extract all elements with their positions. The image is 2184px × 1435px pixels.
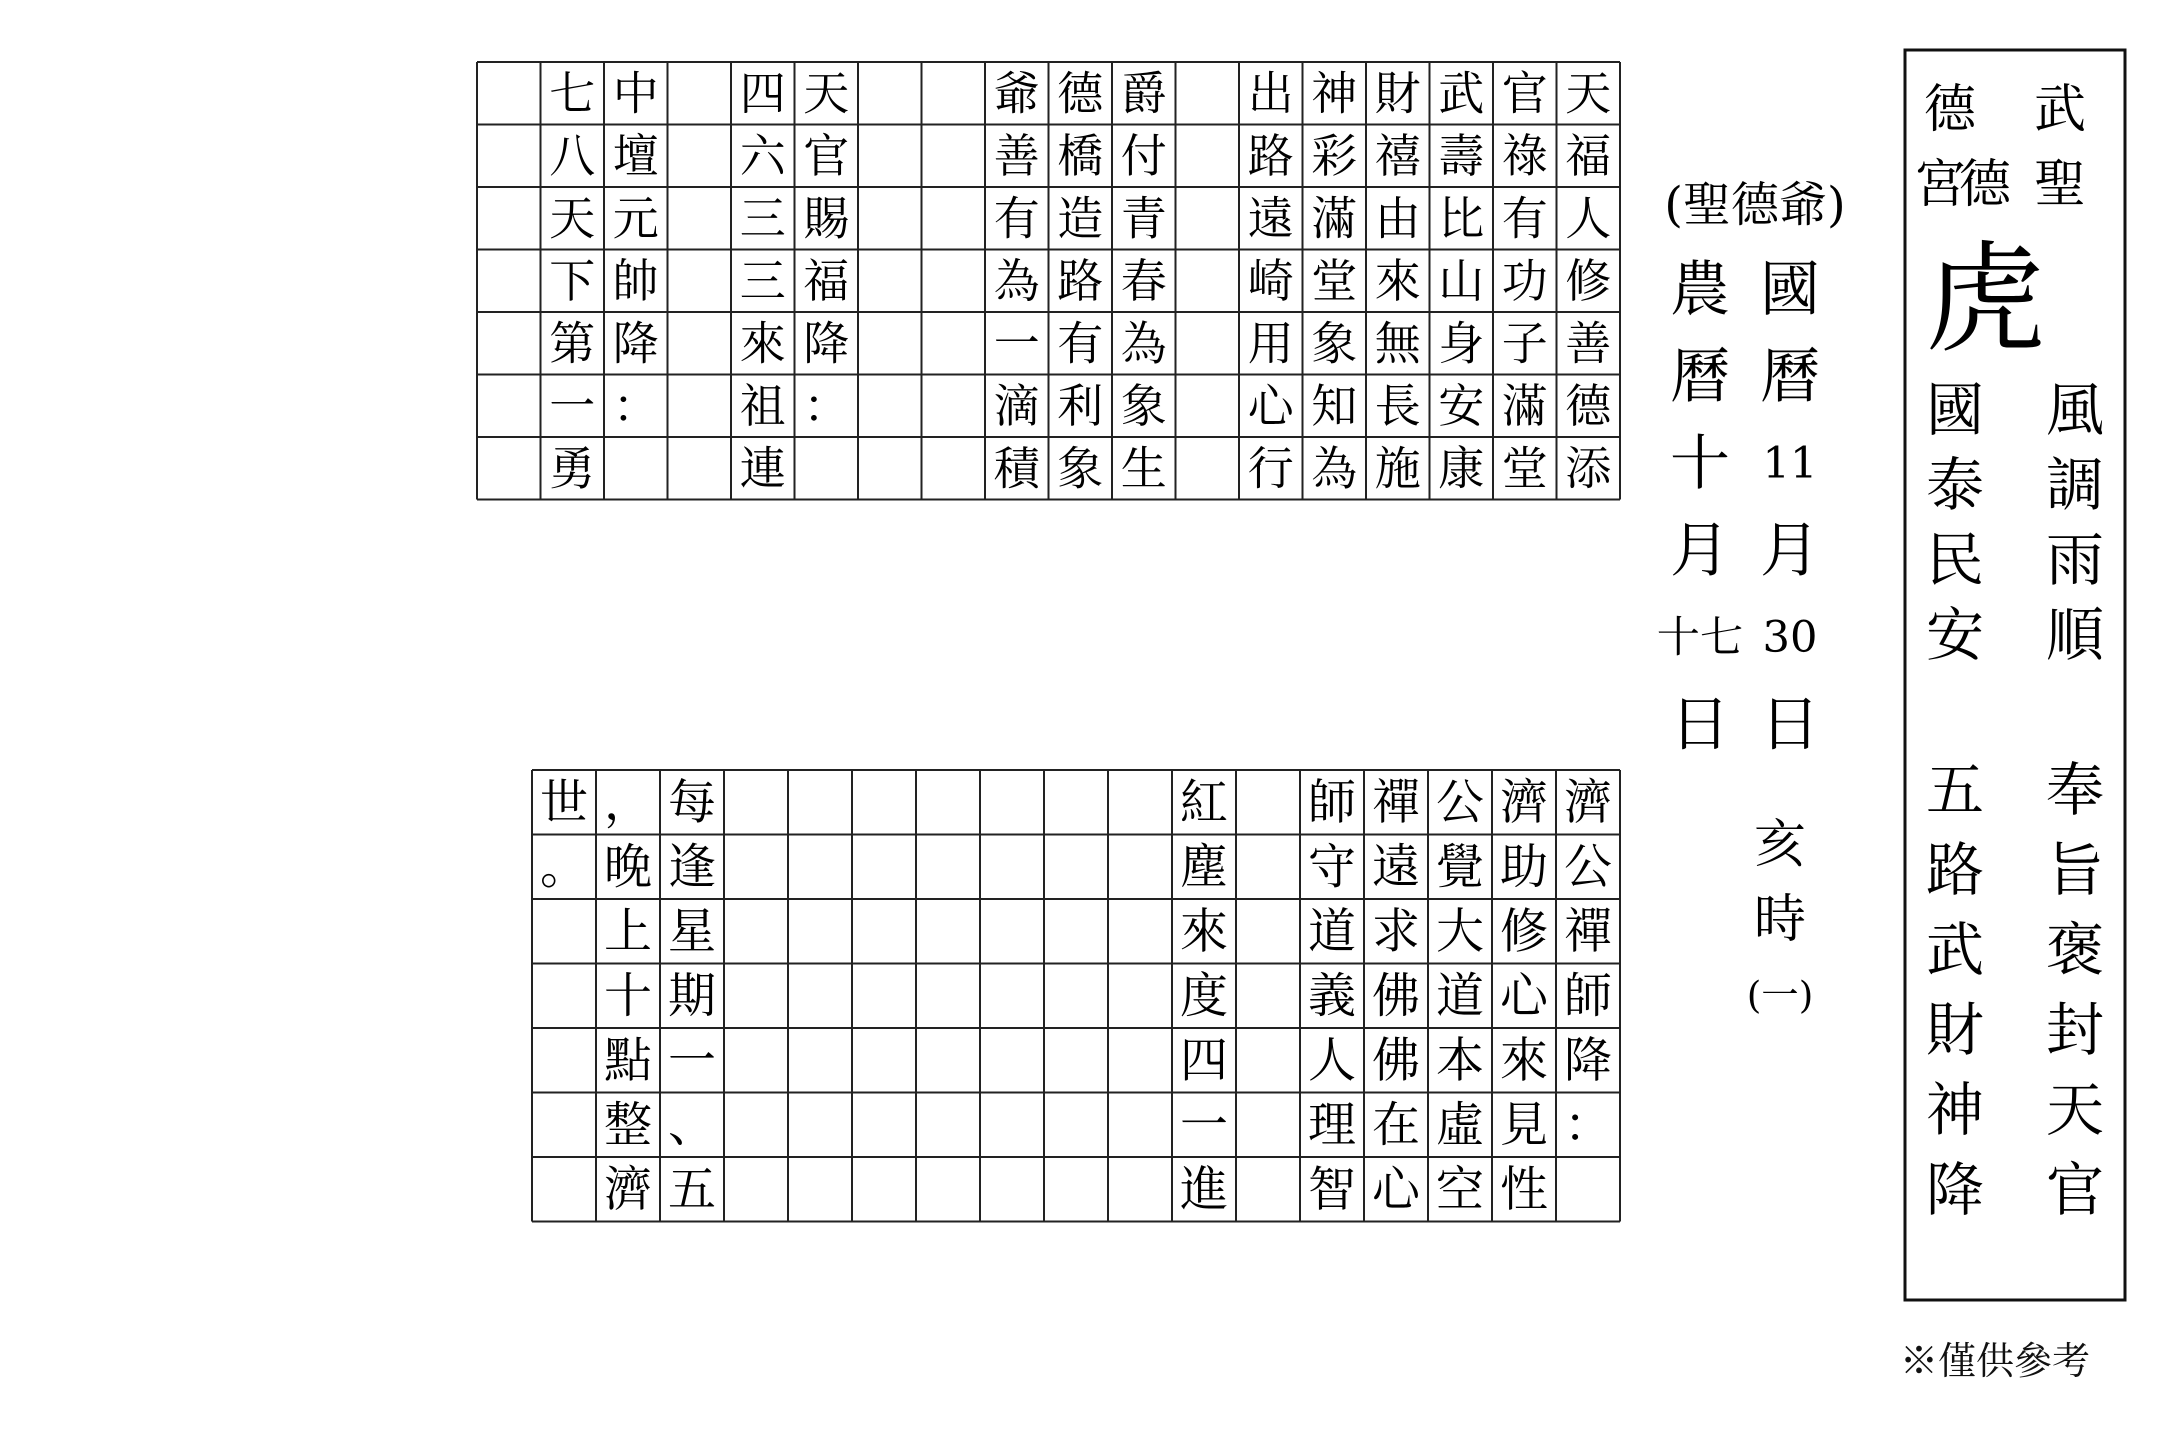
lower-grid-char: 點	[603, 1032, 653, 1089]
lower-grid-char: ，	[603, 774, 653, 831]
upper-grid-char: 添	[1565, 441, 1612, 496]
upper-grid-char: 崎	[1247, 253, 1294, 308]
deity-label	[1664, 177, 1845, 233]
upper-grid-char: 施	[1374, 441, 1421, 496]
upper-grid-char: 賜	[803, 191, 850, 246]
upper-poem-grid	[477, 62, 1620, 500]
upper-grid-char: 降	[803, 316, 850, 371]
big-tiger-char	[1925, 231, 2045, 370]
upper-grid-char: 勇	[549, 441, 596, 496]
lower-grid-char: 遠	[1371, 838, 1421, 895]
upper-grid-char: 路	[1247, 128, 1294, 183]
upper-grid-char: 比	[1438, 191, 1485, 246]
title-char: 風	[2045, 376, 2105, 444]
upper-grid-char: 堂	[1501, 441, 1548, 496]
lunar-date-char: 曆	[1670, 342, 1730, 412]
upper-grid-char: 有	[993, 191, 1040, 246]
temple-name-char: 德	[1958, 155, 2012, 215]
lower-grid-char: 智	[1307, 1161, 1357, 1218]
upper-grid-char: 行	[1247, 441, 1294, 496]
hour-char: (一)	[1746, 973, 1814, 1017]
lower-grid-char: 公	[1435, 774, 1485, 831]
lower-grid-char: 每	[667, 774, 717, 831]
upper-grid-char: 善	[1565, 316, 1612, 371]
lower-grid-char: 世	[539, 774, 589, 831]
title-char: 奉	[2045, 756, 2105, 824]
date-block	[1657, 177, 1846, 1017]
lower-grid-char: 。	[539, 838, 589, 895]
upper-grid-char: 三	[739, 191, 786, 246]
tiger-char: 虎	[1925, 230, 2045, 370]
lower-grid-char: 紅	[1179, 774, 1229, 831]
upper-grid-char: 七	[549, 66, 596, 121]
temple-name-char: 德	[1923, 80, 1977, 140]
lower-poem-grid	[532, 770, 1620, 1222]
lower-grid-char: 修	[1499, 903, 1549, 960]
upper-grid-char: 付	[1120, 128, 1167, 183]
lunar-date-char: 月	[1670, 516, 1730, 586]
lower-grid-char: 塵	[1179, 838, 1229, 895]
lower-grid-char: 師	[1307, 774, 1357, 831]
lower-grid-char: 星	[667, 903, 717, 960]
upper-grid-char: 八	[549, 128, 596, 183]
upper-grid-char: 來	[739, 316, 786, 371]
lower-grid-char: 理	[1307, 1096, 1357, 1153]
upper-grid-char: 路	[1057, 253, 1104, 308]
upper-grid-char: 爵	[1120, 66, 1167, 121]
lower-grid-char: 一	[1179, 1096, 1229, 1153]
lower-grid-char: ：	[1563, 1096, 1613, 1153]
lower-grid-char: 空	[1435, 1161, 1485, 1218]
lower-grid-char: 在	[1371, 1096, 1421, 1153]
lower-grid-char: 五	[667, 1161, 717, 1218]
solar-date-char: 月	[1760, 516, 1820, 586]
lower-grid-char: 大	[1435, 903, 1485, 960]
title-char: 天	[2045, 1076, 2105, 1144]
title-char: 雨	[2045, 526, 2105, 594]
upper-grid-char: 一	[549, 378, 596, 433]
upper-grid-char: 用	[1247, 316, 1294, 371]
lower-grid-char: 覺	[1435, 838, 1485, 895]
upper-grid-char: 祖	[739, 378, 786, 433]
upper-grid-char: 出	[1247, 66, 1294, 121]
upper-grid-char: 連	[739, 441, 786, 496]
upper-grid-char: 德	[1565, 378, 1612, 433]
upper-grid-char: 天	[1565, 66, 1612, 121]
hour-char: 時	[1753, 890, 1807, 950]
upper-grid-char: 遠	[1247, 191, 1294, 246]
lower-grid-char: 逢	[667, 838, 717, 895]
solar-date-char: 11	[1762, 439, 1818, 489]
upper-grid-char: 福	[1565, 128, 1612, 183]
lower-grid-char: 期	[667, 967, 717, 1024]
solar-date-char: 日	[1760, 690, 1820, 760]
upper-grid-char: 春	[1120, 253, 1167, 308]
temple-name-char: 聖	[2033, 155, 2087, 215]
upper-grid-char: 安	[1438, 378, 1485, 433]
title-char: 國	[1925, 376, 1985, 444]
lower-grid-char: 佛	[1371, 1032, 1421, 1089]
title-char: 武	[1925, 916, 1985, 984]
title-box	[1905, 50, 2125, 1300]
lower-grid-char: 義	[1307, 967, 1357, 1024]
upper-grid-char: 武	[1438, 66, 1485, 121]
temple-name	[1914, 80, 2086, 215]
lower-grid-char: 公	[1563, 838, 1613, 895]
upper-grid-char: 有	[1057, 316, 1104, 371]
upper-grid-char: 子	[1501, 316, 1548, 371]
temple-name-char: 宮	[1913, 155, 1967, 215]
lower-grid-char: 道	[1435, 967, 1485, 1024]
upper-grid-char: 爺	[993, 66, 1040, 121]
lunar-date-char: 十七	[1656, 613, 1744, 663]
lunar-date	[1657, 255, 1743, 760]
upper-grid-char: 象	[1311, 316, 1358, 371]
upper-grid-char: 一	[993, 316, 1040, 371]
upper-grid-char: 財	[1374, 66, 1421, 121]
lower-grid-char: 濟	[1499, 774, 1549, 831]
upper-grid-char: 修	[1565, 253, 1612, 308]
upper-grid-char: 功	[1501, 253, 1548, 308]
upper-grid-char: 帥	[612, 253, 659, 308]
upper-grid-char: 降	[612, 316, 659, 371]
upper-grid-char: 堂	[1311, 253, 1358, 308]
upper-grid-char: 由	[1374, 191, 1421, 246]
lower-grid-char: 本	[1435, 1032, 1485, 1089]
lower-grid-char: 度	[1179, 967, 1229, 1024]
lower-grid-char: 禪	[1563, 903, 1613, 960]
upper-grid-char: 造	[1057, 191, 1104, 246]
lower-grid-char: 降	[1563, 1032, 1613, 1089]
title-char: 泰	[1925, 451, 1985, 519]
upper-grid-char: ：	[803, 378, 850, 433]
upper-grid-char: 壽	[1438, 128, 1485, 183]
title-char: 財	[1925, 996, 1985, 1064]
upper-grid-char: 滴	[993, 378, 1040, 433]
lower-grid-char: 性	[1499, 1161, 1549, 1218]
lower-grid-char: 禪	[1371, 774, 1421, 831]
upper-grid-char: 祿	[1501, 128, 1548, 183]
lower-grid-char: 濟	[1563, 774, 1613, 831]
title-char: 封	[2045, 996, 2105, 1064]
lower-grid-char: 、	[667, 1096, 717, 1153]
title-char: 民	[1925, 526, 1985, 594]
lower-grid-char: 虛	[1435, 1096, 1485, 1153]
title-char: 路	[1925, 836, 1985, 904]
upper-grid-char: 為	[1311, 441, 1358, 496]
hour-label	[1747, 815, 1814, 1017]
lower-grid-char: 四	[1179, 1032, 1229, 1089]
upper-grid-char: 善	[993, 128, 1040, 183]
lower-grid-char: 來	[1499, 1032, 1549, 1089]
upper-grid-char: 彩	[1311, 128, 1358, 183]
lower-grid-char: 助	[1499, 838, 1549, 895]
upper-grid-char: 利	[1057, 378, 1104, 433]
title-char: 降	[1925, 1156, 1985, 1224]
lower-grid-char: 晚	[603, 838, 653, 895]
lower-grid-char: 十	[603, 967, 653, 1024]
title-char: 神	[1925, 1076, 1985, 1144]
solar-date-char: 30	[1762, 613, 1818, 663]
lower-grid-char: 佛	[1371, 967, 1421, 1024]
hour-char: 亥	[1753, 815, 1807, 875]
lower-grid-char: 一	[667, 1032, 717, 1089]
title-lines	[1926, 376, 2105, 1224]
upper-grid-char: 為	[1120, 316, 1167, 371]
lower-grid-char: 道	[1307, 903, 1357, 960]
lower-grid-char: 來	[1179, 903, 1229, 960]
upper-grid-char: ：	[612, 378, 659, 433]
upper-grid-char: 四	[739, 66, 786, 121]
upper-grid-char: 積	[993, 441, 1040, 496]
title-char: 褒	[2045, 916, 2105, 984]
upper-grid-char: 為	[993, 253, 1040, 308]
lower-grid-char: 守	[1307, 838, 1357, 895]
upper-grid-char: 元	[612, 191, 659, 246]
title-char: 旨	[2045, 836, 2105, 904]
title-char: 安	[1925, 601, 1985, 669]
upper-grid-char: 身	[1438, 316, 1485, 371]
upper-grid-char: 知	[1311, 378, 1358, 433]
upper-grid-char: 青	[1120, 191, 1167, 246]
upper-grid-char: 象	[1120, 378, 1167, 433]
upper-grid-char: 下	[549, 253, 596, 308]
lower-grid-char: 師	[1563, 967, 1613, 1024]
title-char: 調	[2045, 451, 2105, 519]
upper-grid-char: 天	[803, 66, 850, 121]
upper-grid-char: 康	[1438, 441, 1485, 496]
temple-name-char: 武	[2033, 80, 2087, 140]
lower-grid-char: 心	[1371, 1161, 1421, 1218]
upper-grid-char: 三	[739, 253, 786, 308]
upper-grid-char: 無	[1374, 316, 1421, 371]
upper-grid-char: 官	[803, 128, 850, 183]
upper-grid-char: 第	[549, 316, 596, 371]
upper-grid-char: 滿	[1501, 378, 1548, 433]
lower-grid-char: 見	[1499, 1096, 1549, 1153]
upper-grid-char: 官	[1501, 66, 1548, 121]
lower-grid-char: 進	[1179, 1161, 1229, 1218]
upper-grid-char: 生	[1120, 441, 1167, 496]
upper-grid-char: 壇	[612, 128, 659, 183]
upper-grid-char: 中	[612, 66, 659, 121]
upper-grid-char: 福	[803, 253, 850, 308]
lower-grid-char: 人	[1307, 1032, 1357, 1089]
lunar-date-char: 日	[1670, 690, 1730, 760]
solar-date	[1760, 255, 1820, 760]
solar-date-char: 曆	[1760, 342, 1820, 412]
upper-grid-char: 象	[1057, 441, 1104, 496]
upper-grid-char: 人	[1565, 191, 1612, 246]
lunar-date-char: 農	[1670, 255, 1730, 325]
upper-grid-char: 禧	[1374, 128, 1421, 183]
reference-note: ※僅供參考	[1900, 1339, 2091, 1383]
lower-grid-char: 整	[603, 1096, 653, 1153]
title-char: 五	[1925, 756, 1985, 824]
upper-grid-char: 滿	[1311, 191, 1358, 246]
lower-grid-char: 求	[1371, 903, 1421, 960]
lower-grid-char: 上	[603, 903, 653, 960]
upper-grid-char: 心	[1247, 378, 1294, 433]
upper-grid-char: 橋	[1057, 128, 1104, 183]
lower-grid-char: 濟	[603, 1161, 653, 1218]
upper-grid-char: 天	[549, 191, 596, 246]
solar-date-char: 國	[1760, 255, 1820, 325]
upper-grid-char: 德	[1057, 66, 1104, 121]
deity-label-text: (聖德爺)	[1664, 177, 1846, 233]
upper-grid-char: 來	[1374, 253, 1421, 308]
lunar-date-char: 十	[1670, 429, 1730, 499]
upper-grid-char: 六	[739, 128, 786, 183]
title-char: 官	[2045, 1156, 2105, 1224]
upper-grid-char: 山	[1438, 253, 1485, 308]
lower-grid-char: 心	[1499, 967, 1549, 1024]
upper-grid-char: 神	[1311, 66, 1358, 121]
upper-grid-char: 有	[1501, 191, 1548, 246]
upper-grid-char: 長	[1374, 378, 1421, 433]
title-char: 順	[2045, 601, 2105, 669]
